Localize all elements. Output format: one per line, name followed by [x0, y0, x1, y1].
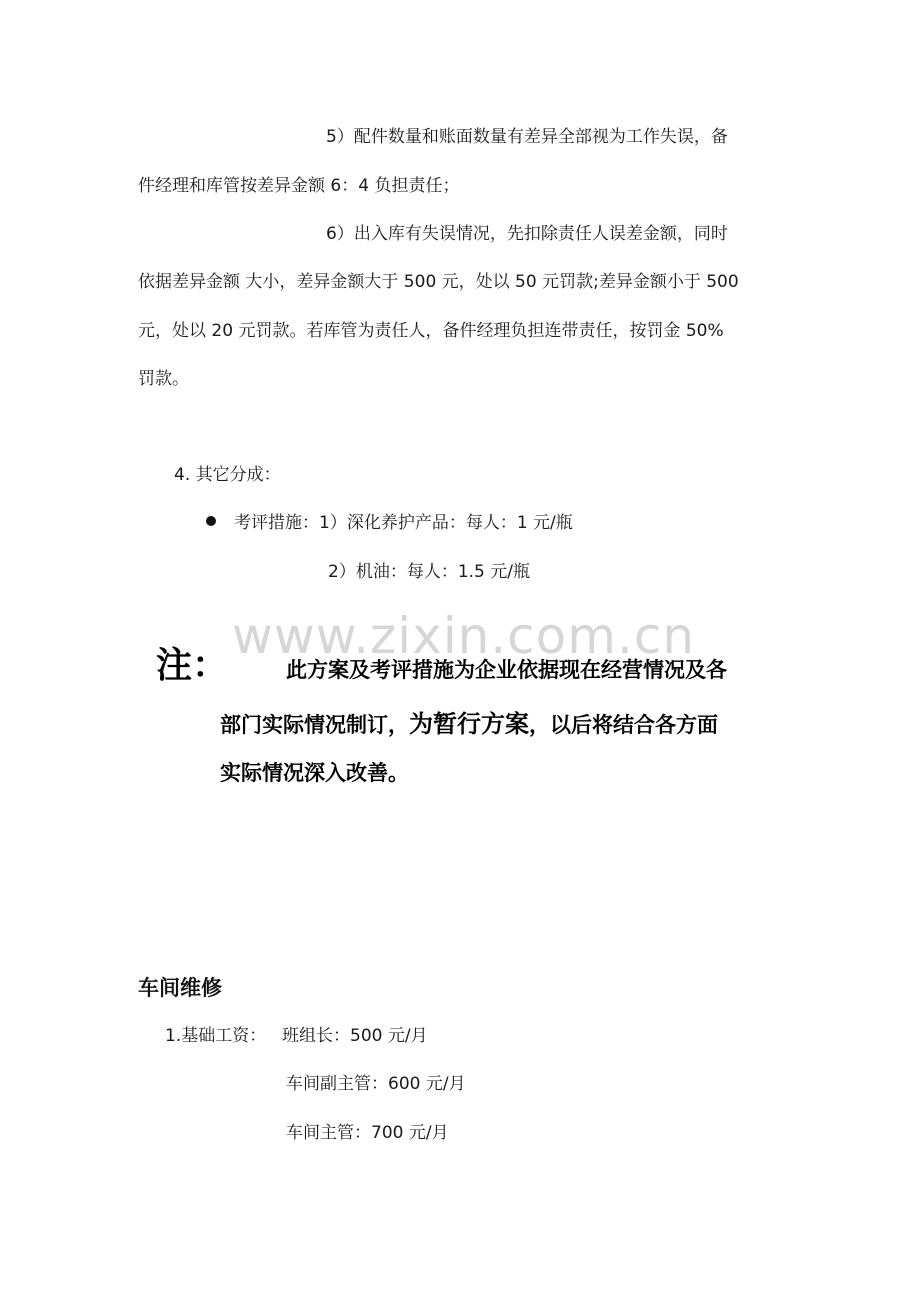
measure-line-1: 考评措施：1）深化养护产品：每人：1 元/瓶 — [234, 513, 573, 533]
note-line-2 — [220, 708, 718, 741]
rule-item-6-line-1: 6）出入库有失误情况，先扣除责任人误差金额，同时 — [326, 224, 728, 244]
watermark: www.zixin.com.cn — [232, 607, 696, 665]
rule-item-5-line-1: 5）配件数量和账面数量有差异全部视为工作失误，备 — [326, 127, 728, 147]
rule-item-6-line-2: 依据差异金额 大小，差异金额大于 500 元，处以 50 元罚款;差异金额小于 500 — [138, 272, 739, 292]
rule-item-6-line-4: 罚款。 — [138, 369, 189, 389]
other-commission-heading: 4. 其它分成： — [174, 465, 281, 485]
salary-team-leader: 班组长：500 元/月 — [282, 1026, 428, 1046]
bullet-icon — [206, 516, 216, 526]
note-mark: 注： — [156, 645, 229, 686]
note-line-3: 实际情况深入改善。 — [220, 761, 409, 785]
rule-item-5-line-2: 件经理和库管按差异金额 6：4 负担责任； — [138, 176, 460, 196]
section-title-workshop: 车间维修 — [138, 976, 222, 1000]
note-line-2-part-c: ，以后将结合各方面 — [529, 713, 718, 737]
salary-label: 1.基础工资： — [165, 1026, 267, 1046]
note-line-2-part-a: 部门实际情况制订， — [220, 713, 409, 737]
note-line-1: 此方案及考评措施为企业依据现在经营情况及各 — [286, 658, 727, 682]
rule-item-6-line-3: 元，处以 20 元罚款。若库管为责任人，备件经理负担连带责任，按罚金 50% — [138, 321, 724, 341]
measure-line-2: 2）机油：每人：1.5 元/瓶 — [328, 562, 530, 582]
salary-supervisor: 车间主管：700 元/月 — [286, 1123, 449, 1143]
note-emphasis: 为暂行方案 — [409, 710, 529, 738]
salary-deputy-supervisor: 车间副主管：600 元/月 — [286, 1074, 466, 1094]
